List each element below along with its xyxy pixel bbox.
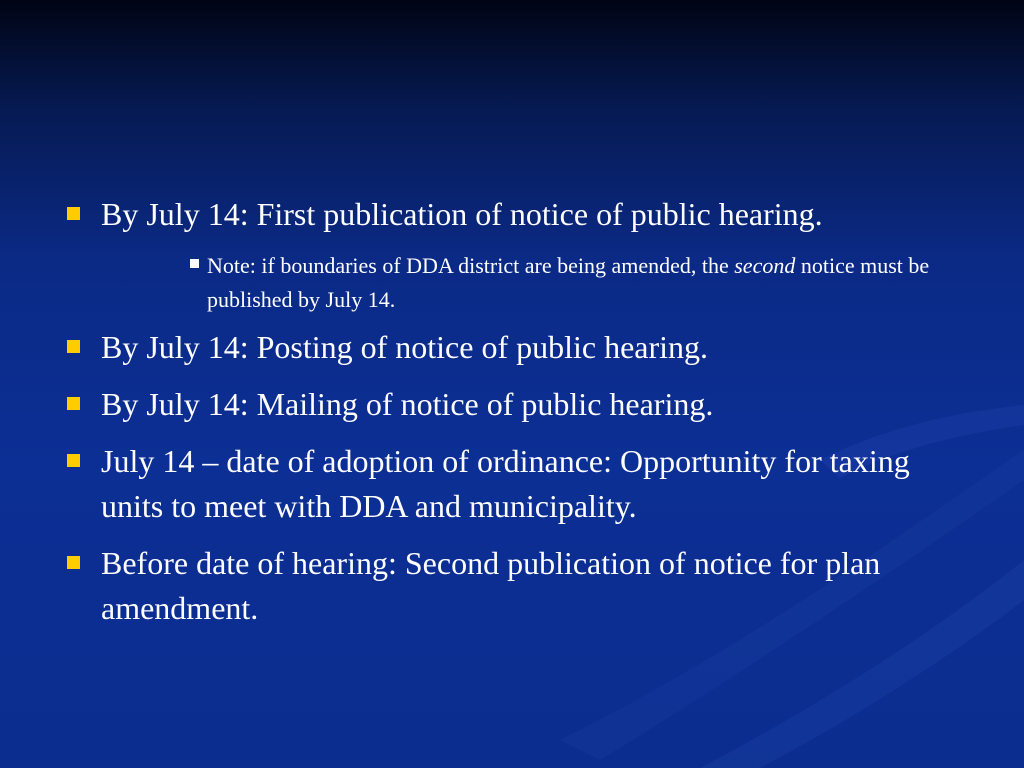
bullet-item-adoption (64, 439, 964, 529)
bullet-text: July 14 – date of adoption of ordinance: Opportunity for taxing units to meet with DDA and municipality. (101, 443, 910, 524)
square-bullet-icon (67, 454, 80, 467)
bullet-item-posting (64, 325, 964, 370)
small-square-bullet-icon (190, 259, 199, 268)
bullet-item-mailing (64, 382, 964, 427)
bullet-text: By July 14: First publication of notice of public hearing. (101, 196, 823, 232)
bullet-text: By July 14: Mailing of notice of public hearing. (101, 386, 714, 422)
square-bullet-icon (67, 556, 80, 569)
bullet-list (64, 192, 964, 643)
bullet-text: By July 14: Posting of notice of public hearing. (101, 329, 709, 365)
sub-bullet-emphasis: second (734, 253, 796, 278)
bullet-item-first-publication (64, 192, 964, 237)
sub-bullet-text-before: Note: if boundaries of DDA district are being amended, the (207, 253, 735, 278)
bullet-text: Before date of hearing: Second publication of notice for plan amendment. (101, 545, 881, 626)
square-bullet-icon (67, 207, 80, 220)
square-bullet-icon (67, 340, 80, 353)
sub-bullet-note (190, 249, 964, 317)
sub-bullet-text-after: notice must be published by July 14. (207, 253, 930, 312)
square-bullet-icon (67, 397, 80, 410)
bullet-item-second-publication (64, 541, 964, 631)
